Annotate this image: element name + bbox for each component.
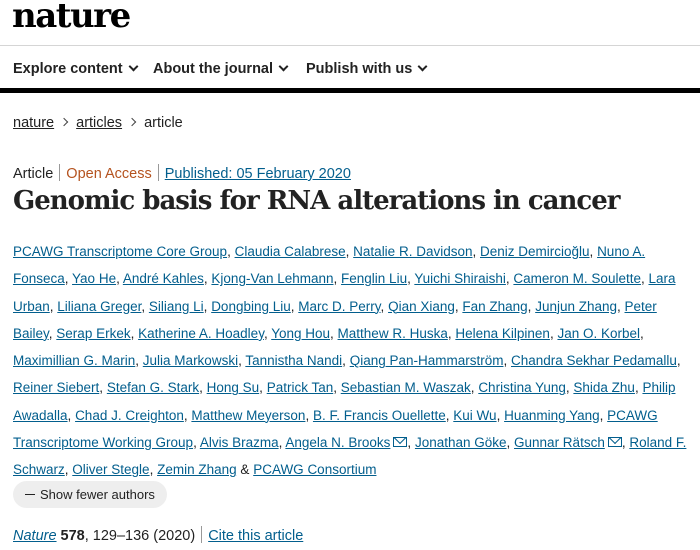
author-link[interactable]: Julia Markowski	[142, 353, 239, 369]
author-link[interactable]: Natalie R. Davidson	[353, 244, 473, 259]
author-link[interactable]: Yao He	[72, 271, 117, 287]
author-link[interactable]: Kui Wu	[453, 407, 497, 423]
author-link[interactable]: Fenglin Liu	[341, 271, 408, 287]
site-header	[0, 0, 700, 46]
author-link[interactable]: Liliana Greger	[57, 298, 142, 314]
article-type: Article	[13, 166, 54, 182]
author-link[interactable]: Chad J. Creighton	[75, 407, 184, 423]
author-link[interactable]: PCAWG Transcriptome Core Group	[13, 244, 228, 259]
author-link[interactable]: Philip Awadalla	[13, 380, 676, 423]
citation-divider	[201, 526, 202, 543]
author-link[interactable]: Qiang Pan-Hammarström	[349, 353, 504, 369]
breadcrumb	[13, 115, 183, 131]
author-link[interactable]: Christina Yung	[478, 380, 566, 396]
author-link[interactable]: Matthew Meyerson	[191, 407, 306, 423]
nav-about-the-journal-label: About the journal	[153, 61, 274, 77]
author-link[interactable]: Peter Bailey	[13, 298, 657, 341]
nav-publish-with-us[interactable]	[306, 61, 426, 77]
author-link[interactable]: B. F. Francis Ouellette	[312, 407, 446, 423]
journal-name-link[interactable]: Nature	[13, 528, 57, 544]
author-link[interactable]: Oliver Stegle	[72, 462, 150, 478]
author-link[interactable]: PCAWG Consortium	[253, 462, 377, 478]
author-link[interactable]: Deniz Demircioğlu	[480, 244, 590, 259]
nav-explore-content[interactable]	[13, 61, 137, 77]
author-link[interactable]: Maximillian G. Marin	[13, 353, 136, 369]
mail-icon[interactable]	[393, 437, 407, 447]
volume-number: 578	[60, 528, 85, 544]
meta-divider	[158, 164, 159, 181]
author-link[interactable]: Yuichi Shiraishi	[414, 271, 506, 287]
show-fewer-authors-label: Show fewer authors	[40, 487, 155, 502]
author-link[interactable]: Nuno A. Fonseca	[13, 244, 646, 287]
author-link[interactable]: Sebastian M. Waszak	[340, 380, 471, 396]
author-link[interactable]: Zemin Zhang	[157, 462, 237, 478]
author-link[interactable]: Dongbing Liu	[211, 298, 291, 314]
article-citation	[13, 526, 303, 544]
open-access-label: Open Access	[66, 166, 152, 182]
author-link[interactable]: Reiner Siebert	[13, 380, 100, 396]
author-link[interactable]: Serap Erkek	[56, 325, 131, 341]
pages-year: , 129–136 (2020)	[84, 528, 196, 544]
chevron-down-icon	[418, 62, 428, 72]
nav-publish-with-us-label: Publish with us	[306, 61, 413, 77]
article-meta	[13, 164, 351, 182]
chevron-down-icon	[128, 62, 138, 72]
author-link[interactable]: Huanming Yang	[504, 407, 600, 423]
meta-divider	[59, 164, 60, 181]
author-link[interactable]: Junjun Zhang	[535, 298, 617, 314]
show-fewer-authors-button[interactable]	[13, 481, 167, 508]
author-link[interactable]: Roland F. Schwarz	[13, 435, 687, 478]
author-link[interactable]: Angela N. Brooks	[285, 435, 391, 451]
author-link[interactable]: Gunnar Rätsch	[514, 435, 605, 451]
author-link[interactable]: Chandra Sekhar Pedamallu	[511, 353, 677, 369]
author-link[interactable]: Qian Xiang	[388, 298, 455, 314]
author-link[interactable]: Shida Zhu	[573, 380, 635, 396]
author-link[interactable]: Jonathan Göke	[414, 435, 507, 451]
nav-explore-content-label: Explore content	[13, 61, 123, 77]
author-link[interactable]: Kjong-Van Lehmann	[211, 271, 334, 287]
author-link[interactable]: Patrick Tan	[266, 380, 334, 396]
nature-logo[interactable]: nature	[12, 0, 130, 36]
author-link[interactable]: Claudia Calabrese	[234, 244, 346, 259]
chevron-down-icon	[279, 62, 289, 72]
author-link[interactable]: Hong Su	[206, 380, 260, 396]
chevron-right-icon	[60, 118, 68, 126]
breadcrumb-article: article	[144, 115, 183, 131]
author-ampersand: &	[240, 462, 250, 478]
author-link[interactable]: Jan O. Korbel	[557, 325, 640, 341]
mail-icon[interactable]	[608, 437, 622, 447]
breadcrumb-articles[interactable]: articles	[76, 115, 123, 131]
nav-about-the-journal[interactable]	[153, 61, 287, 77]
author-link[interactable]: Cameron M. Soulette	[513, 271, 641, 287]
author-link[interactable]: Stefan G. Stark	[106, 380, 200, 396]
author-link[interactable]: Yong Hou	[271, 325, 331, 341]
author-link[interactable]: Alvis Brazma	[199, 435, 279, 451]
minus-icon	[25, 494, 35, 496]
author-link[interactable]: Marc D. Perry	[298, 298, 381, 314]
author-link[interactable]: Siliang Li	[148, 298, 204, 314]
author-link[interactable]: Fan Zhang	[462, 298, 528, 314]
author-link[interactable]: PCAWG Transcriptome Working Group	[13, 407, 658, 451]
author-link[interactable]: Lara Urban	[13, 271, 676, 314]
article-title: Genomic basis for RNA alterations in cancer	[13, 186, 620, 216]
published-date-link[interactable]: Published: 05 February 2020	[164, 166, 351, 182]
author-link[interactable]: André Kahles	[122, 271, 204, 287]
author-link[interactable]: Matthew R. Huska	[337, 325, 448, 341]
author-link[interactable]: Katherine A. Hoadley	[138, 325, 264, 341]
author-link[interactable]: Tannistha Nandi	[245, 353, 343, 369]
chevron-right-icon	[128, 118, 136, 126]
author-list: PCAWG Transcriptome Core Group, Claudia Calabrese, Natalie R. Davidson, Deniz Demircioğlu, Nuno A. Fonseca, Yao He, André Kahles, Kjong-Van Lehmann, Fenglin Liu, Yuichi Shiraishi, Cameron M. Soulette, Lara Urban, Liliana Greger, Siliang Li, Dongbing Liu, Marc D. Perry, Qian Xiang, Fan Zhang, Junjun Zhang, Peter Bailey, Serap Erkek, Katherine A. Hoadley, Yong Hou, Matthew R. Huska, Helena Kilpinen, Jan O. Korbel, Maximillian G. Marin, Julia Markowski, Tannistha Nandi, Qiang Pan-Hammarström, Chandra Sekhar Pedamallu, Reiner Siebert, Stefan G. Stark, Hong Su, Patrick Tan, Sebastian M. Waszak, Christina Yung, Shida Zhu, Philip Awadalla, Chad J. Creighton, Matthew Meyerson, B. F. Francis Ouellette, Kui Wu, Huanming Yang, PCAWG Transcriptome Working Group, Alvis Brazma, Angela N. Brooks , Jonathan Göke, Gunnar Rätsch , Roland F. Schwarz, Oliver Stegle, Zemin Zhang & PCAWG Consortium	[13, 244, 687, 478]
author-link[interactable]: Helena Kilpinen	[455, 325, 550, 341]
cite-this-article-link[interactable]: Cite this article	[208, 528, 304, 544]
main-nav	[0, 47, 700, 93]
breadcrumb-nature[interactable]: nature	[13, 115, 55, 131]
